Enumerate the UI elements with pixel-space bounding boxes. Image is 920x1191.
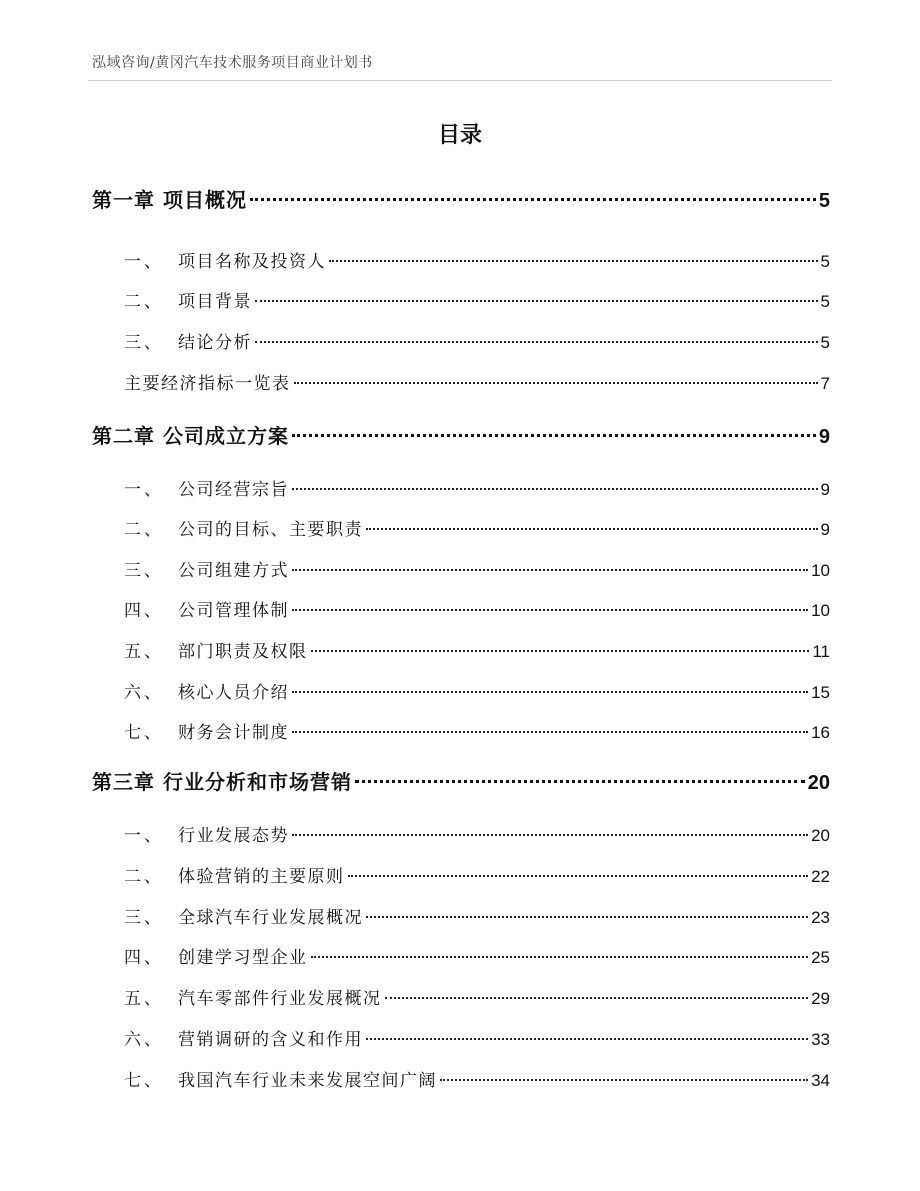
dot-leader <box>250 198 816 201</box>
section-title: 我国汽车行业未来发展空间广阔 <box>178 1071 437 1091</box>
toc-entry[interactable] <box>92 903 830 928</box>
toc-chapter-1[interactable] <box>92 184 830 213</box>
dot-leader <box>292 434 816 437</box>
section-number: 七、 <box>124 1071 164 1091</box>
section-number: 二、 <box>124 292 164 312</box>
section-title: 结论分析 <box>178 333 252 353</box>
section-title: 营销调研的含义和作用 <box>178 1030 363 1050</box>
section-title: 汽车零部件行业发展概况 <box>178 989 382 1009</box>
dot-leader <box>366 916 808 918</box>
section-title: 主要经济指标一览表 <box>124 374 291 394</box>
dot-leader <box>294 382 818 384</box>
page-number: 20 <box>811 826 830 845</box>
toc-entry[interactable] <box>92 718 830 743</box>
section-number: 七、 <box>124 723 164 743</box>
section-number: 三、 <box>124 333 164 353</box>
section-number: 四、 <box>124 948 164 968</box>
page-number: 5 <box>820 292 830 311</box>
page-number: 25 <box>811 948 830 967</box>
section-title: 项目名称及投资人 <box>178 252 326 272</box>
section-number: 六、 <box>124 683 164 703</box>
dot-leader <box>292 609 808 611</box>
toc-entry[interactable] <box>92 328 830 353</box>
section-number: 六、 <box>124 1030 164 1050</box>
toc-entry[interactable] <box>92 247 830 272</box>
dot-leader <box>366 1038 808 1040</box>
section-title: 部门职责及权限 <box>178 642 308 662</box>
page-number: 7 <box>820 374 830 393</box>
section-number: 一、 <box>124 826 164 846</box>
section-title: 公司经营宗旨 <box>178 480 289 500</box>
section-number: 五、 <box>124 642 164 662</box>
section-title: 体验营销的主要原则 <box>178 867 345 887</box>
section-title: 创建学习型企业 <box>178 948 308 968</box>
page-number: 20 <box>807 772 830 794</box>
dot-leader <box>440 1079 808 1081</box>
dot-leader <box>292 569 808 571</box>
dot-leader <box>292 488 818 490</box>
page-number: 15 <box>811 683 830 702</box>
section-number: 三、 <box>124 561 164 581</box>
page-number: 5 <box>820 333 830 352</box>
section-number: 一、 <box>124 252 164 272</box>
toc-chapter-2[interactable] <box>92 420 830 449</box>
dot-leader <box>329 260 818 262</box>
section-title: 全球汽车行业发展概况 <box>178 908 363 928</box>
dot-leader <box>255 341 818 343</box>
dot-leader <box>366 528 818 530</box>
toc-entry[interactable] <box>92 821 830 846</box>
toc-entry[interactable] <box>92 287 830 312</box>
page-number: 10 <box>811 601 830 620</box>
page-number: 16 <box>811 723 830 742</box>
section-title: 公司组建方式 <box>178 561 289 581</box>
page-number: 9 <box>818 426 830 448</box>
toc-entry[interactable] <box>92 637 830 662</box>
toc-entry[interactable] <box>92 369 830 394</box>
page-number: 9 <box>820 480 830 499</box>
section-title: 项目背景 <box>178 292 252 312</box>
page-number: 11 <box>812 642 830 661</box>
page-number: 34 <box>811 1071 830 1090</box>
section-title: 核心人员介绍 <box>178 683 289 703</box>
toc-title: 目录 <box>437 123 482 148</box>
dot-leader <box>255 300 818 302</box>
section-title: 公司管理体制 <box>178 601 289 621</box>
section-number: 一、 <box>124 480 164 500</box>
page-number: 33 <box>811 1030 830 1049</box>
page-number: 23 <box>811 908 830 927</box>
dot-leader <box>292 691 808 693</box>
dot-leader <box>292 834 808 836</box>
section-number: 二、 <box>124 867 164 887</box>
toc-entry[interactable] <box>92 862 830 887</box>
dot-leader <box>355 780 805 783</box>
toc-entry[interactable] <box>92 1025 830 1050</box>
toc-entry[interactable] <box>92 596 830 621</box>
toc-entry[interactable] <box>92 984 830 1009</box>
section-number: 五、 <box>124 989 164 1009</box>
dot-leader <box>385 997 809 999</box>
toc-entry[interactable] <box>92 556 830 581</box>
toc-entry[interactable] <box>92 678 830 703</box>
toc-entry[interactable] <box>92 475 830 500</box>
section-number: 三、 <box>124 908 164 928</box>
section-title: 公司的目标、主要职责 <box>178 520 363 540</box>
page-number: 10 <box>811 561 830 580</box>
dot-leader <box>311 650 810 652</box>
toc-entry[interactable] <box>92 1066 830 1091</box>
chapter-title: 第一章 项目概况 <box>92 188 247 212</box>
table-of-contents <box>92 0 830 1191</box>
page-number: 5 <box>820 252 830 271</box>
toc-chapter-3[interactable] <box>92 766 830 795</box>
page-number: 9 <box>820 520 830 539</box>
section-number: 二、 <box>124 520 164 540</box>
dot-leader <box>348 875 809 877</box>
toc-entry[interactable] <box>92 515 830 540</box>
chapter-title: 第三章 行业分析和市场营销 <box>92 770 352 794</box>
page-number: 5 <box>818 190 830 212</box>
dot-leader <box>311 956 809 958</box>
section-title: 财务会计制度 <box>178 723 289 743</box>
page-number: 29 <box>811 989 830 1008</box>
page-number: 22 <box>811 867 830 886</box>
running-header: 泓域咨询/黄冈汽车技术服务项目商业计划书 <box>92 55 373 71</box>
chapter-title: 第二章 公司成立方案 <box>92 424 289 448</box>
section-number: 四、 <box>124 601 164 621</box>
dot-leader <box>292 731 808 733</box>
section-title: 行业发展态势 <box>178 826 289 846</box>
toc-entry[interactable] <box>92 943 830 968</box>
